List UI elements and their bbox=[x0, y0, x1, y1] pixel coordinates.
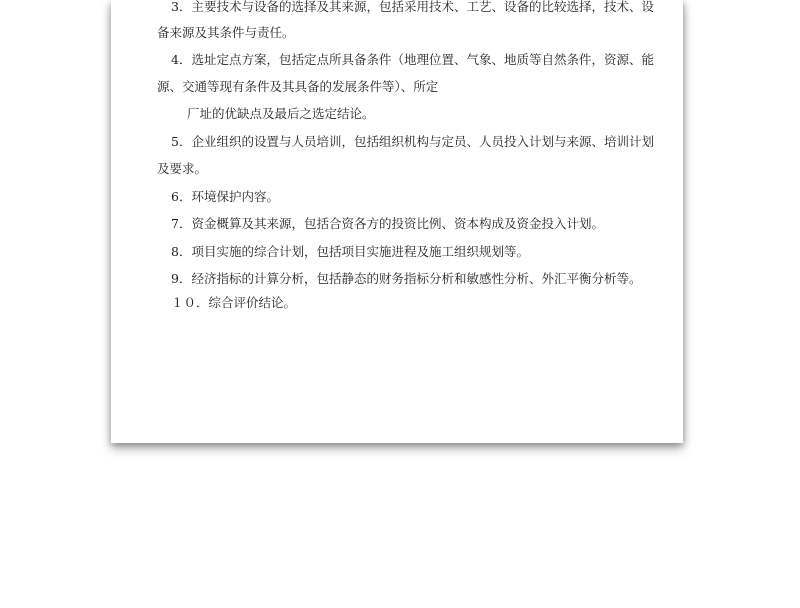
text-line-item-3: 3．主要技术与设备的选择及其来源，包括采用技术、工艺、设备的比较选择，技术、设 bbox=[171, 0, 654, 14]
text-line-item-10: １０．综合评价结论。 bbox=[171, 295, 297, 310]
text-line-item-4-cont2: 厂址的优缺点及最后之选定结论。 bbox=[187, 106, 375, 121]
text-line-item-5-cont: 及要求。 bbox=[157, 161, 208, 176]
document-page bbox=[111, 0, 683, 443]
text-line-item-9: 9．经济指标的计算分析，包括静态的财务指标分析和敏感性分析、外汇平衡分析等。 bbox=[171, 271, 642, 286]
text-line-item-3-cont: 备来源及其条件与责任。 bbox=[157, 25, 295, 40]
document-page-container bbox=[111, 0, 683, 443]
text-line-item-5: 5．企业组织的设置与人员培训，包括组织机构与定员、人员投入计划与来源、培训计划 bbox=[171, 134, 654, 149]
text-line-item-6: 6．环境保护内容。 bbox=[171, 189, 279, 204]
text-line-item-4: 4．选址定点方案，包括定点所具备条件（地理位置、气象、地质等自然条件，资源、能 bbox=[171, 52, 654, 67]
text-line-item-7: 7．资金概算及其来源，包括合资各方的投资比例、资本构成及资金投入计划。 bbox=[171, 216, 604, 231]
text-line-item-8: 8．项目实施的综合计划，包括项目实施进程及施工组织规划等。 bbox=[171, 244, 529, 259]
text-line-item-4-cont: 源、交通等现有条件及其具备的发展条件等）、所定 bbox=[157, 79, 439, 94]
